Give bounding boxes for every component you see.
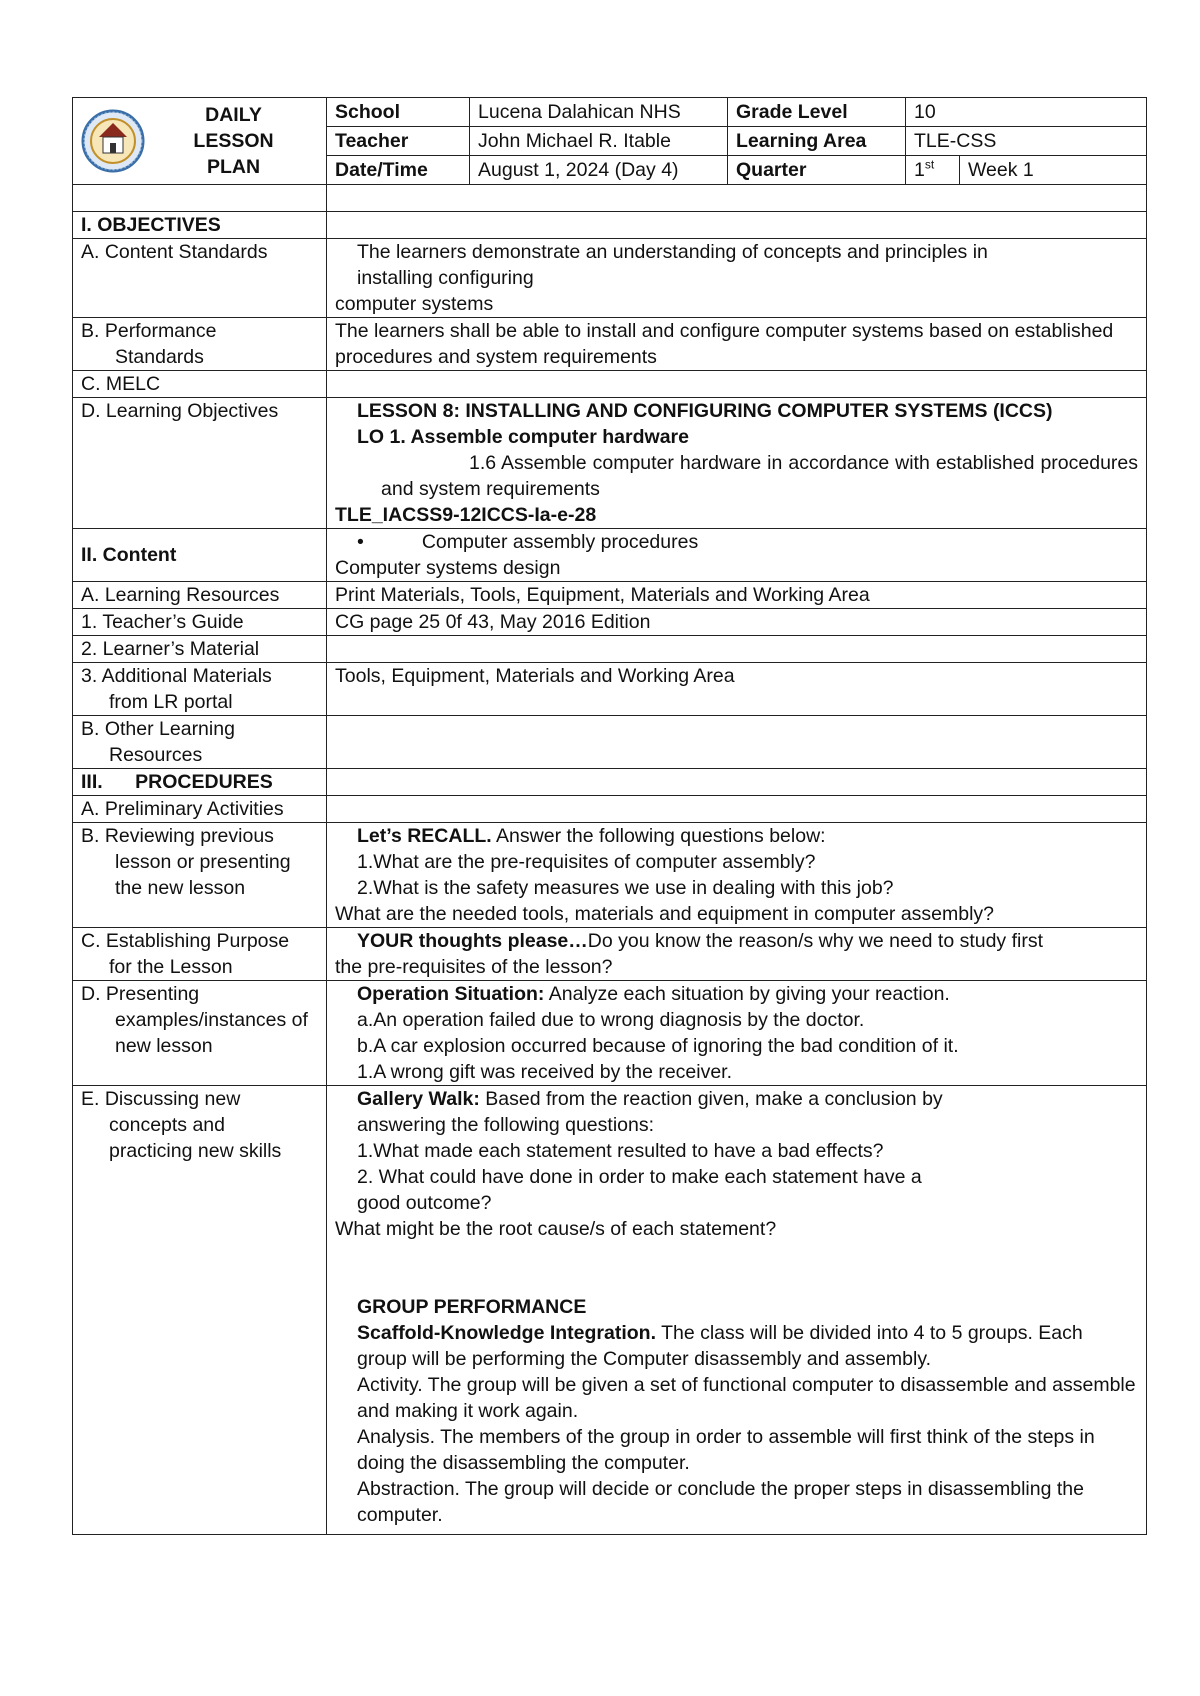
grade-level-value: 10	[906, 98, 1147, 127]
discussing-label-line: practicing new skills	[109, 1140, 282, 1162]
gallery-walk-text: Based from the reaction given, make a conclusion by	[479, 1088, 943, 1110]
reviewing-lesson-value	[327, 823, 1147, 928]
operation-heading: Operation Situation:	[357, 983, 545, 1005]
melc-label: C. MELC	[73, 371, 327, 398]
performance-standards-label	[73, 318, 327, 371]
content-standards-line: computer systems	[335, 293, 494, 315]
quarter-value	[906, 156, 960, 185]
discussing-concepts-label	[73, 1086, 327, 1535]
content-value	[327, 529, 1147, 582]
school-value: Lucena Dalahican NHS	[470, 98, 728, 127]
recall-heading: Let’s RECALL.	[357, 825, 492, 847]
lesson-title: LESSON 8: INSTALLING AND CONFIGURING COMPUTER SYSTEMS (ICCS)	[357, 400, 1053, 422]
scaffold-heading: Scaffold-Knowledge Integration.	[357, 1322, 657, 1344]
presenting-examples-label	[73, 981, 327, 1086]
establishing-purpose-value	[327, 928, 1147, 981]
operation-situation: a.An operation failed due to wrong diagnosis by the doctor.	[357, 1009, 865, 1031]
operation-instruction: Analyze each situation by giving your reaction.	[544, 983, 950, 1005]
purpose-label-line: C. Establishing Purpose	[81, 930, 290, 952]
additional-label-line: 3. Additional Materials	[81, 665, 272, 687]
gallery-walk-heading: Gallery Walk:	[357, 1088, 480, 1110]
teachers-guide-value: CG page 25 0f 43, May 2016 Edition	[327, 609, 1147, 636]
analysis-text: Analysis. The members of the group in order to assemble will first think of the steps in doing the disassembling the computer.	[357, 1426, 1095, 1474]
learners-material-label: 2. Learner’s Material	[73, 636, 327, 663]
learning-resources-label: A. Learning Resources	[73, 582, 327, 609]
teacher-label: Teacher	[327, 127, 470, 156]
learning-outcome-detail: 1.6 Assemble computer hardware in accordance with established procedures and system requirements	[381, 452, 1139, 500]
performance-label-line: Standards	[115, 346, 204, 368]
discussing-concepts-value	[327, 1086, 1147, 1535]
performance-label-line: B. Performance	[81, 320, 217, 342]
teacher-value: John Michael R. Itable	[470, 127, 728, 156]
blank-cell	[73, 185, 327, 212]
learning-objectives-value	[327, 398, 1147, 529]
learning-area-label: Learning Area	[728, 127, 906, 156]
scaffold-text: The class will be divided into 4 to 5 groups. Each group will be performing the Computer disassembly and assembly.	[357, 1322, 1083, 1370]
recall-instruction: Answer the following questions below:	[491, 825, 826, 847]
lesson-plan-table	[72, 97, 1147, 1535]
content-line-2: Computer systems design	[335, 557, 561, 579]
recall-question: 1.What are the pre-requisites of computer assembly?	[357, 851, 816, 873]
presenting-label-line: examples/instances of	[115, 1009, 308, 1031]
other-resources-label	[73, 716, 327, 769]
other-label-line: Resources	[109, 744, 203, 766]
gallery-walk-question: 1.What made each statement resulted to have a bad effects?	[357, 1140, 884, 1162]
gallery-walk-question: What might be the root cause/s of each statement?	[335, 1218, 777, 1240]
purpose-label-line: for the Lesson	[109, 956, 233, 978]
quarter-number: 1	[914, 159, 925, 181]
reviewing-lesson-label	[73, 823, 327, 928]
thoughts-text: Do you know the reason/s why we need to study first	[587, 930, 1044, 952]
week-value: Week 1	[960, 156, 1147, 185]
content-label: II. Content	[73, 529, 327, 582]
thoughts-line-2: the pre-requisites of the lesson?	[335, 956, 613, 978]
reviewing-label-line: lesson or presenting	[115, 851, 291, 873]
presenting-label-line: D. Presenting	[81, 983, 200, 1005]
procedures-blank	[327, 769, 1147, 796]
discussing-label-line: concepts and	[109, 1114, 226, 1136]
blank-cell	[327, 185, 1147, 212]
lesson-plan-document	[72, 97, 1146, 1535]
operation-situation: 1.A wrong gift was received by the receiver.	[357, 1061, 733, 1083]
other-label-line: B. Other Learning	[81, 718, 235, 740]
quarter-suffix: st	[924, 157, 935, 172]
reviewing-label-line: B. Reviewing previous	[81, 825, 274, 847]
learning-resources-value: Print Materials, Tools, Equipment, Materials and Working Area	[327, 582, 1147, 609]
date-time-value: August 1, 2024 (Day 4)	[470, 156, 728, 185]
content-standards-label: A. Content Standards	[73, 239, 327, 318]
recall-question: 2.What is the safety measures we use in dealing with this job?	[357, 877, 894, 899]
title-line-1: DAILY	[205, 104, 262, 126]
learning-area-value: TLE-CSS	[906, 127, 1147, 156]
grade-level-label: Grade Level	[728, 98, 906, 127]
additional-materials-value: Tools, Equipment, Materials and Working Area	[327, 663, 1147, 716]
recall-question: What are the needed tools, materials and equipment in computer assembly?	[335, 903, 995, 925]
objectives-heading: I. OBJECTIVES	[73, 212, 327, 239]
title-line-3: PLAN	[206, 156, 261, 178]
other-resources-value	[327, 716, 1147, 769]
gallery-walk-line: answering the following questions:	[357, 1114, 655, 1136]
thoughts-heading: YOUR thoughts please…	[357, 930, 588, 952]
preliminary-activities-value	[327, 796, 1147, 823]
learning-outcome: LO 1. Assemble computer hardware	[357, 426, 689, 448]
teachers-guide-label: 1. Teacher’s Guide	[73, 609, 327, 636]
school-seal-icon	[81, 109, 145, 173]
additional-materials-label	[73, 663, 327, 716]
performance-standards-value: The learners shall be able to install and configure computer systems based on established procedures and system requirements	[327, 318, 1147, 371]
presenting-label-line: new lesson	[115, 1035, 213, 1057]
establishing-purpose-label	[73, 928, 327, 981]
operation-situation: b.A car explosion occurred because of ignoring the bad condition of it.	[357, 1035, 959, 1057]
objectives-blank	[327, 212, 1147, 239]
activity-text: Activity. The group will be given a set of functional computer to disassemble and assemble and making it work again.	[357, 1374, 1136, 1422]
procedures-heading: III. PROCEDURES	[73, 769, 327, 796]
content-standards-line: installing configuring	[357, 267, 534, 289]
date-time-label: Date/Time	[327, 156, 470, 185]
title-cell	[73, 98, 327, 185]
abstraction-text: Abstraction. The group will decide or conclude the proper steps in disassembling the computer.	[357, 1478, 1084, 1526]
discussing-label-line: E. Discussing new	[81, 1088, 241, 1110]
title-line-2: LESSON	[193, 130, 274, 152]
quarter-label: Quarter	[728, 156, 906, 185]
content-standards-value	[327, 239, 1147, 318]
preliminary-activities-label: A. Preliminary Activities	[73, 796, 327, 823]
content-line-1: Computer assembly procedures	[421, 531, 699, 553]
content-standards-line: The learners demonstrate an understanding of concepts and principles in	[357, 241, 988, 263]
reviewing-label-line: the new lesson	[115, 877, 246, 899]
school-label: School	[327, 98, 470, 127]
learning-objectives-label: D. Learning Objectives	[73, 398, 327, 529]
group-performance-heading: GROUP PERFORMANCE	[357, 1296, 587, 1318]
competency-code: TLE_IACSS9-12ICCS-Ia-e-28	[335, 504, 597, 526]
gallery-walk-question: good outcome?	[357, 1192, 492, 1214]
content-bullet: •	[357, 531, 364, 553]
learners-material-value	[327, 636, 1147, 663]
presenting-examples-value	[327, 981, 1147, 1086]
melc-value	[327, 371, 1147, 398]
gallery-walk-question: 2. What could have done in order to make each statement have a	[357, 1166, 922, 1188]
additional-label-line: from LR portal	[109, 691, 233, 713]
